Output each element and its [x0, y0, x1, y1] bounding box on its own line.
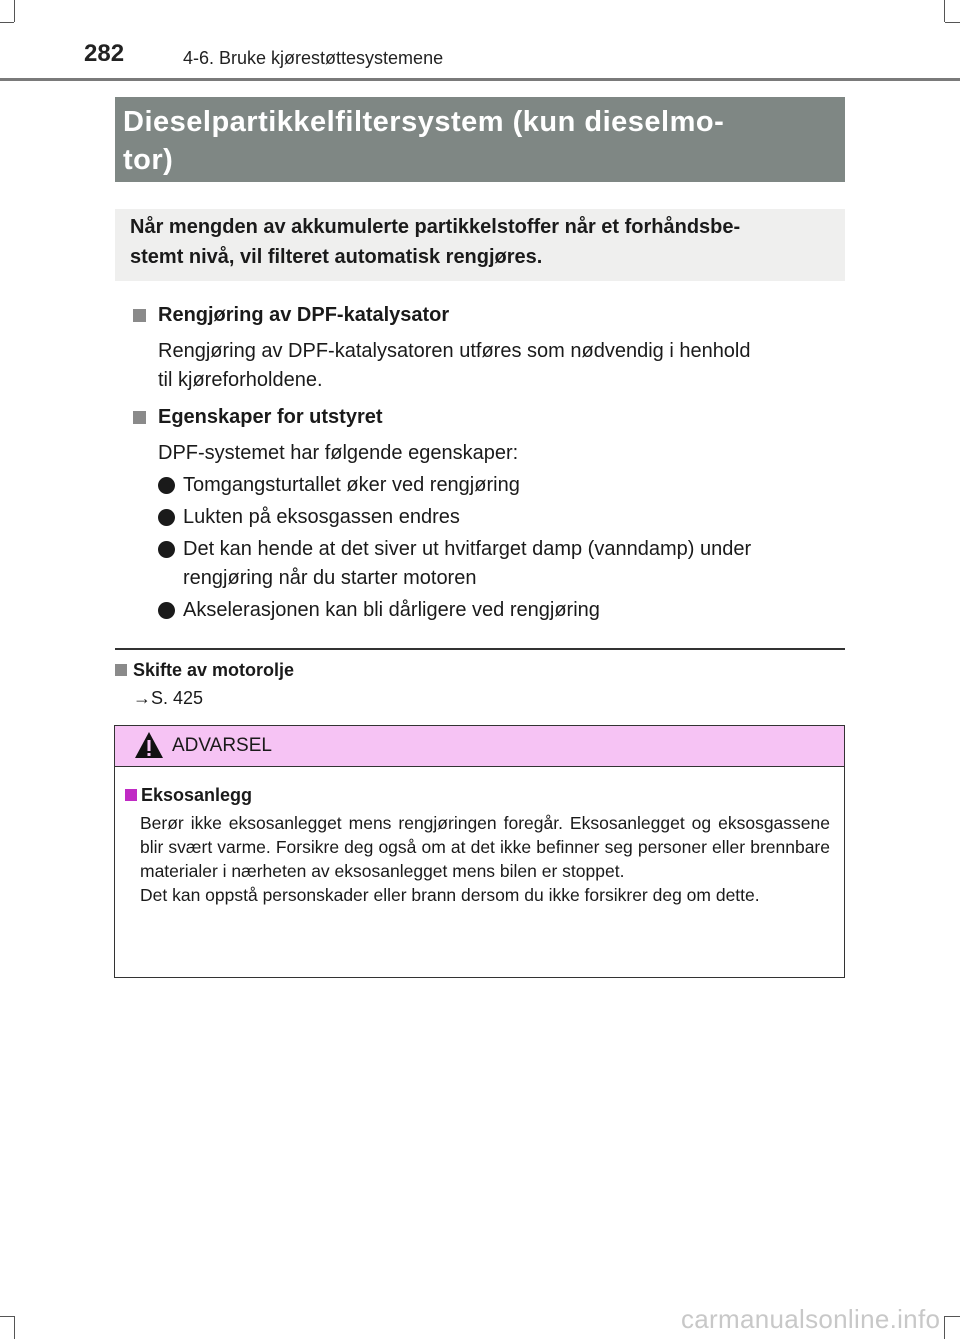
- intro-line2: stemt nivå, vil filteret automatisk rengjøres.: [130, 246, 543, 268]
- square-bullet-icon: [133, 309, 146, 322]
- cleaning-text-line1: Rengjøring av DPF-katalysatoren utføres som nødvendig i henhold: [158, 340, 751, 362]
- list-item-text: rengjøring når du starter motoren: [183, 567, 477, 589]
- watermark: carmanualsonline.info: [681, 1304, 941, 1334]
- warning-header: [115, 726, 844, 767]
- page-title: [115, 97, 845, 182]
- features-heading-text: Egenskaper for utstyret: [158, 406, 383, 428]
- cleaning-text: [133, 337, 845, 395]
- intro-box: [115, 209, 845, 281]
- features-heading: [133, 403, 845, 431]
- cleaning-heading: [133, 301, 845, 329]
- header-rule: [0, 78, 960, 81]
- warning-paragraph: Berør ikke eksosanlegget mens rengjøringen foregår. Eksosanlegget og eksosgassene blir svært varme. Forsikre deg også om at det ikke befinner seg personer eller brennbare materialer i nærheten av eksosanlegget mens bilen er stoppet.: [140, 813, 830, 881]
- list-item-text: Akselerasjonen kan bli dårligere ved rengjøring: [183, 599, 600, 621]
- square-bullet-icon: [125, 789, 137, 801]
- round-bullet-icon: [158, 541, 175, 558]
- page-reference-link[interactable]: →S. 425: [133, 688, 204, 708]
- list-item-text: Tomgangsturtallet øker ved rengjøring: [183, 474, 520, 496]
- section-divider: [115, 648, 845, 650]
- warning-body: [115, 767, 844, 907]
- crop-mark: [0, 1316, 14, 1317]
- square-bullet-icon: [133, 411, 146, 424]
- warning-box: [114, 725, 845, 978]
- warning-subheading: [125, 783, 830, 807]
- round-bullet-icon: [158, 509, 175, 526]
- page-number: 282: [84, 40, 125, 67]
- list-item-text: Det kan hende at det siver ut hvitfarget damp (vanndamp) under: [183, 538, 752, 560]
- cleaning-heading-text: Rengjøring av DPF-katalysator: [158, 304, 450, 326]
- section-label: 4-6. Bruke kjørestøttesystemene: [183, 48, 444, 68]
- page-title-line1: Dieselpartikkelfiltersystem (kun dieselmo-: [123, 106, 725, 138]
- list-item: [133, 503, 845, 532]
- crop-mark: [945, 1316, 960, 1317]
- list-item: [133, 596, 845, 625]
- warning-title: ADVARSEL: [172, 735, 272, 756]
- round-bullet-icon: [158, 602, 175, 619]
- features-intro-text: DPF-systemet har følgende egenskaper:: [158, 442, 519, 464]
- features-section: [133, 403, 845, 625]
- crop-mark: [14, 1316, 15, 1339]
- square-bullet-icon: [115, 664, 127, 676]
- warning-subheading-text: Eksosanlegg: [141, 785, 253, 805]
- oil-change-heading: [115, 658, 827, 682]
- list-item: [133, 471, 845, 500]
- page-title-line2: tor): [123, 144, 174, 176]
- oil-change-heading-text: Skifte av motorolje: [133, 660, 295, 680]
- page-header: [0, 0, 960, 80]
- list-item-text: Lukten på eksosgassen endres: [183, 506, 460, 528]
- round-bullet-icon: [158, 477, 175, 494]
- list-item: [133, 535, 845, 593]
- warning-triangle-icon: [134, 731, 164, 759]
- warning-paragraph: Det kan oppstå personskader eller brann dersom du ikke forsikrer deg om dette.: [140, 885, 760, 905]
- crop-mark: [944, 1316, 945, 1339]
- intro-line1: Når mengden av akkumulerte partikkelstoffer når et forhåndsbe-: [130, 216, 741, 238]
- cleaning-section: [133, 301, 845, 395]
- oil-change-note: [115, 658, 827, 711]
- cleaning-text-line2: til kjøreforholdene.: [158, 369, 323, 391]
